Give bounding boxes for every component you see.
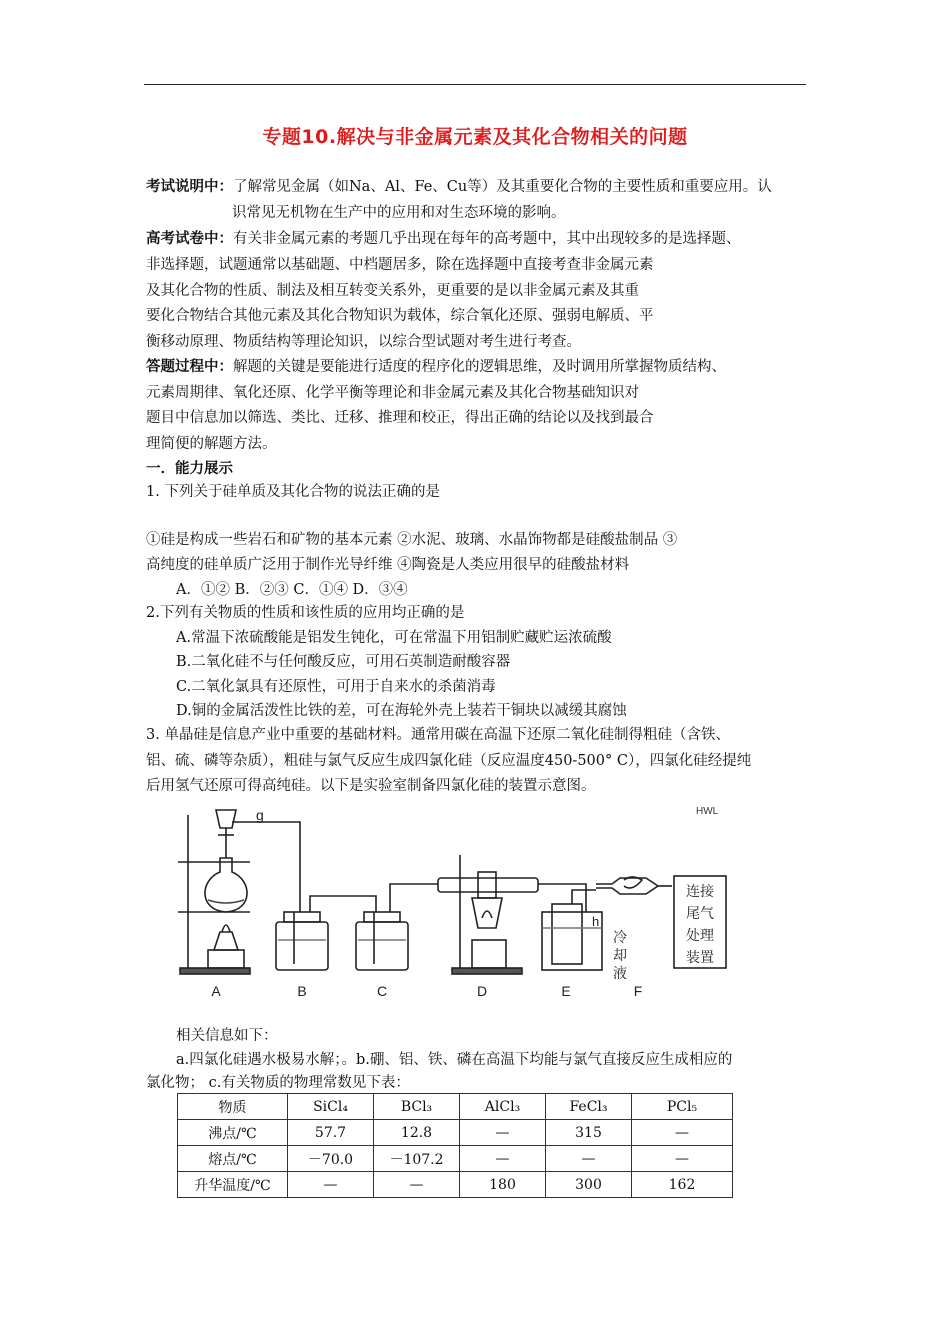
- properties-table: [177, 1093, 733, 1198]
- table-cell: －70.0: [288, 1146, 374, 1172]
- table-row: [178, 1146, 733, 1172]
- q3-line-3: 后用氢气还原可得高纯硅。以下是实验室制备四氯化硅的装置示意图。: [146, 778, 596, 794]
- table-cell: 162: [632, 1172, 733, 1198]
- table-cell: —: [460, 1146, 546, 1172]
- coolant-char-2: 却: [613, 948, 627, 964]
- gaokao-description: [146, 226, 810, 252]
- info-line-2: 氯化物； c.有关物质的物理常数见下表：: [146, 1075, 410, 1091]
- q1-options: A．①② B．②③ C．①④ D．③④: [176, 582, 408, 598]
- answer-label: 答题过程中：: [146, 359, 233, 375]
- table-cell: 180: [460, 1172, 546, 1198]
- box-line-4: 装置: [686, 950, 714, 966]
- label-a: A: [211, 983, 221, 999]
- exam-line-1: 了解常见金属（如Na、Al、Fe、Cu等）及其重要化合物的主要性质和重要应用。认: [233, 179, 772, 195]
- watermark: HWL: [696, 806, 719, 817]
- table-header-cell: FeCl₃: [546, 1094, 632, 1120]
- q1-stem: 1. 下列关于硅单质及其化合物的说法正确的是: [146, 484, 440, 500]
- info-line-1: a.四氯化硅遇水极易水解；。b.硼、铝、铁、磷在高温下均能与氯气直接反应生成相应的: [176, 1052, 733, 1068]
- coolant-char-1: 冷: [613, 930, 627, 946]
- table-cell: —: [374, 1172, 460, 1198]
- table-row: [178, 1120, 733, 1146]
- table-header-row: [178, 1094, 733, 1120]
- table-cell: —: [288, 1172, 374, 1198]
- q2-stem: 2.下列有关物质的性质和该性质的应用均正确的是: [146, 605, 465, 621]
- table-header-cell: PCl₅: [632, 1094, 733, 1120]
- answer-line-3: 题目中信息加以筛选、类比、迁移、推理和校正，得出正确的结论以及找到最合: [146, 410, 654, 426]
- table-cell: —: [632, 1120, 733, 1146]
- gaokao-label: 高考试卷中：: [146, 231, 233, 247]
- q1-statements-line-2: 高纯度的硅单质广泛用于制作光导纤维 ④陶瓷是人类应用很早的硅酸盐材料: [146, 557, 630, 573]
- table-cell: 315: [546, 1120, 632, 1146]
- label-g: g: [256, 807, 264, 823]
- q2-option-b: B.二氧化硅不与任何酸反应，可用石英制造耐酸容器: [176, 654, 511, 670]
- q2-option-d: D.铜的金属活泼性比铁的差，可在海轮外壳上装若干铜块以减缓其腐蚀: [176, 703, 627, 719]
- header-rule: [144, 84, 806, 85]
- table-header-cell: AlCl₃: [460, 1094, 546, 1120]
- table-cell: —: [632, 1146, 733, 1172]
- coolant-char-3: 液: [613, 966, 627, 982]
- answer-description: [146, 354, 810, 380]
- table-row: [178, 1172, 733, 1198]
- label-h: h: [592, 914, 600, 929]
- answer-line-1: 解题的关键是要能进行适度的程序化的逻辑思维，及时调用所掌握物质结构、: [233, 359, 726, 375]
- label-c: C: [376, 983, 388, 999]
- label-f: F: [633, 983, 643, 999]
- gaokao-line-1: 有关非金属元素的考题几乎出现在每年的高考题中，其中出现较多的是选择题、: [233, 231, 741, 247]
- label-b: B: [297, 983, 307, 999]
- answer-line-4: 理简便的解题方法。: [146, 436, 277, 452]
- label-d: D: [476, 983, 488, 999]
- table-cell: 300: [546, 1172, 632, 1198]
- info-heading: 相关信息如下：: [176, 1028, 278, 1044]
- exam-line-2: 识常见无机物在生产中的应用和对生态环境的影响。: [232, 205, 566, 221]
- exam-label: 考试说明中：: [146, 179, 233, 195]
- gaokao-line-2: 非选择题，试题通常以基础题、中档题居多，除在选择题中直接考查非金属元素: [146, 257, 654, 273]
- q2-option-a: A.常温下浓硫酸能是铝发生钝化，可在常温下用铝制贮藏贮运浓硫酸: [176, 630, 612, 646]
- table-cell: 57.7: [288, 1120, 374, 1146]
- table-header-cell: BCl₃: [374, 1094, 460, 1120]
- q3-line-2: 铝、硫、磷等杂质），粗硅与氯气反应生成四氯化硅（反应温度450-500° C），四氯化硅经提纯: [146, 753, 752, 769]
- table-header-cell: SiCl₄: [288, 1094, 374, 1120]
- box-line-1: 连接: [686, 884, 714, 900]
- table-cell: —: [546, 1146, 632, 1172]
- table-header-cell: 物质: [178, 1094, 288, 1120]
- table-cell: 12.8: [374, 1120, 460, 1146]
- table-cell: －107.2: [374, 1146, 460, 1172]
- table-cell: 熔点/℃: [178, 1146, 288, 1172]
- page-title: 专题10.解决与非金属元素及其化合物相关的问题: [262, 126, 688, 148]
- exam-description: [146, 174, 810, 200]
- q2-option-c: C.二氧化氯具有还原性，可用于自来水的杀菌消毒: [176, 679, 496, 695]
- table-cell: 沸点/℃: [178, 1120, 288, 1146]
- table-cell: —: [460, 1120, 546, 1146]
- gaokao-line-5: 衡移动原理、物质结构等理论知识，以综合型试题对考生进行考查。: [146, 334, 581, 350]
- label-e: E: [561, 983, 571, 999]
- box-line-3: 处理: [686, 928, 714, 944]
- answer-line-2: 元素周期律、氧化还原、化学平衡等理论和非金属元素及其化合物基础知识对: [146, 385, 639, 401]
- box-line-2: 尾气: [686, 906, 714, 922]
- section-title: 一．能力展示: [146, 461, 233, 477]
- q3-line-1: 3. 单晶硅是信息产业中重要的基础材料。通常用碳在高温下还原二氧化硅制得粗硅（含铁、: [146, 727, 730, 743]
- q1-statements-line-1: ①硅是构成一些岩石和矿物的基本元素 ②水泥、玻璃、水晶饰物都是硅酸盐制品 ③: [146, 532, 678, 548]
- gaokao-line-3: 及其化合物的性质、制法及相互转变关系外，更重要的是以非金属元素及其重: [146, 283, 639, 299]
- table-cell: 升华温度/℃: [178, 1172, 288, 1198]
- apparatus-diagram: [176, 800, 776, 1005]
- gaokao-line-4: 要化合物结合其他元素及其化合物知识为载体，综合氧化还原、强弱电解质、平: [146, 308, 654, 324]
